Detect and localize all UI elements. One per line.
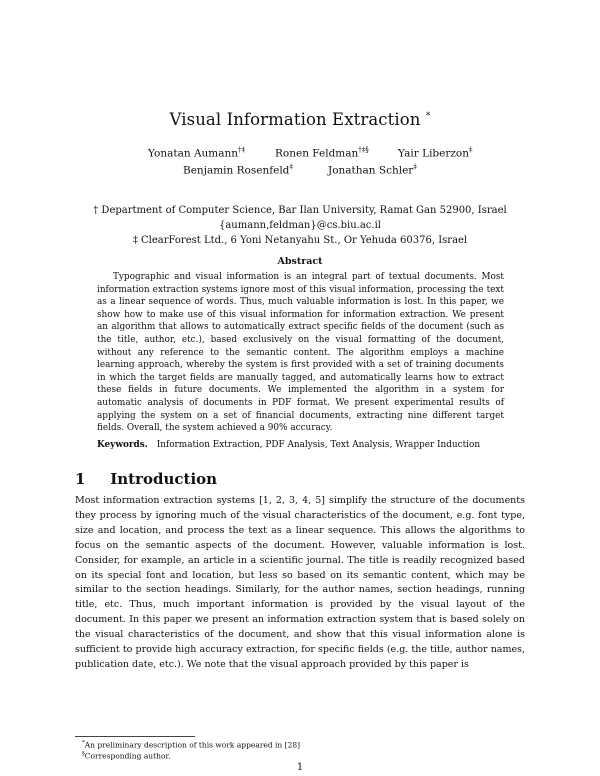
footnote	[82, 740, 300, 750]
footnote	[82, 751, 171, 761]
footnote-rule	[75, 736, 195, 737]
author	[328, 163, 417, 177]
author-name: Yonatan Aumann	[148, 147, 239, 160]
keywords	[97, 440, 517, 450]
footnote-text: An preliminary description of this work appeared in [28]	[84, 740, 301, 750]
affiliation-email: {aumann,feldman}@cs.biu.ac.il	[218, 220, 381, 231]
author	[183, 163, 293, 177]
footnote-mark: §	[82, 751, 85, 757]
footnote-mark: *	[82, 740, 85, 746]
introduction-text: Most information extraction systems [1, 2, 3, 4, 5] simplify the structure of the documents they process by ignoring much of the visual characteristics of the document, e.g. font type, size and location, and process the text as a linear sequence. This allows the algorithms to focus on the semantic aspects of the document. However, valuable information is lost. Consider, for example, an article in a scientific journal. The title is readily recognized based on its special font and location, but less so based on its semantic content, which may be similar to the section headings. Similarly, for the author names, section headings, running title, etc. Thus, much important information is provided by the visual layout of the document. In this paper we present an information extraction system that is based solely on the visual characteristics of the document, and show that this visual information alone is sufficient to provide high accuracy extraction, for specific fields (e.g. the title, author names, publication date, etc.). We note that the visual approach provided by this paper is	[75, 495, 525, 670]
author	[148, 146, 245, 160]
author-marks: ‡	[289, 163, 293, 171]
author-marks: ‡	[413, 163, 417, 171]
author-name: Benjamin Rosenfeld	[183, 164, 290, 177]
author-name: Jonathan Schler	[328, 164, 414, 177]
affiliation-line: † Department of Computer Science, Bar Ilan University, Ramat Gan 52900, Israel	[93, 205, 507, 216]
abstract-heading: Abstract	[277, 256, 323, 267]
author-marks: ‡	[469, 146, 473, 154]
author-name: Ronen Feldman	[275, 147, 359, 160]
section-number: 1	[75, 470, 86, 488]
author-name: Yair Liberzon	[398, 147, 469, 160]
author	[275, 146, 369, 160]
author-marks: †‡	[238, 146, 246, 154]
keywords-label: Keywords.	[97, 440, 148, 450]
affiliation-line: ‡ ClearForest Ltd., 6 Yoni Netanyahu St., Or Yehuda 60376, Israel	[132, 235, 468, 246]
keywords-list: Information Extraction, PDF Analysis, Text Analysis, Wrapper Induction	[156, 440, 481, 450]
page-number: 1	[296, 762, 304, 773]
section-heading	[75, 470, 217, 488]
author	[398, 146, 473, 160]
title-footnote-mark: *	[425, 111, 431, 122]
author-marks: †‡§	[358, 146, 369, 154]
paper-title-text: Visual Information Extraction	[169, 110, 421, 129]
abstract-text: Typographic and visual information is an integral part of textual documents. Most information extraction systems ignore most of this visual information, processing the text as a linear sequence of words. Thus, much valuable information is lost. In this paper, we show how to make use of this visual information for information extraction. We present an algorithm that allows to automatically extract specific fields of the document (such as the title, author, etc.), based exclusively on the visual formatting of the document, without any reference to the semantic content. The algorithm employs a machine learning approach, whereby the system is first provided with a set of training documents in which the target fields are manually tagged, and automatically learns how to extract these fields in future documents. We implemented the algorithm in a system for automatic analysis of documents in PDF format. We present experimental results of applying the system on a set of financial documents, extracting nine different target fields. Overall, the system achieved a 90% accuracy.	[97, 272, 504, 434]
paper-title	[0, 110, 600, 129]
section-title: Introduction	[110, 470, 218, 488]
footnote-text: Corresponding author.	[84, 751, 171, 761]
